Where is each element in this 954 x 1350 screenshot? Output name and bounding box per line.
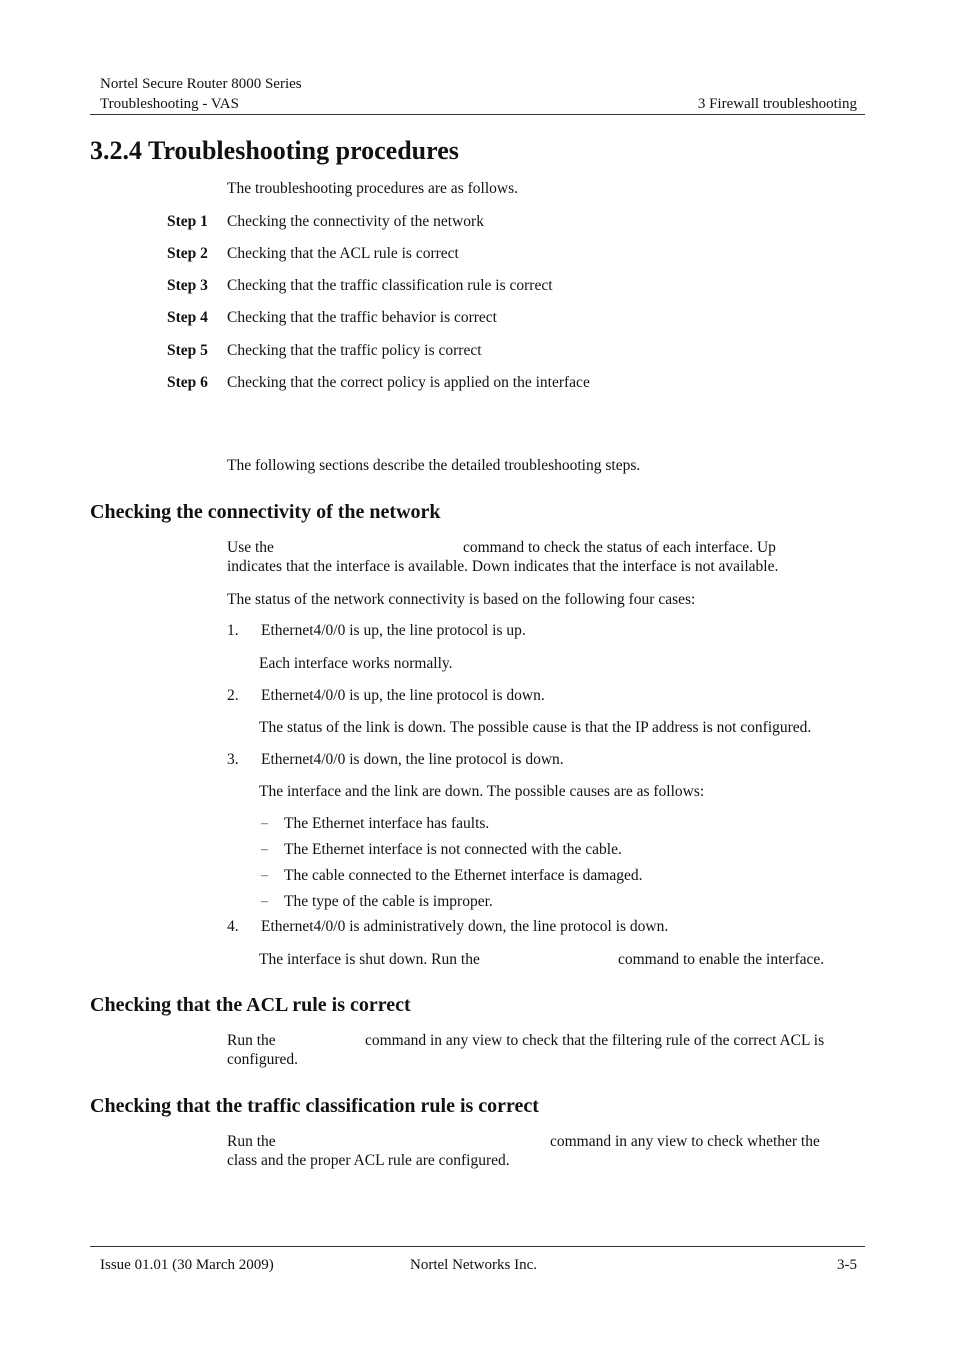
footer-issue: Issue 01.01 (30 March 2009) xyxy=(100,1257,274,1273)
case-detail: The interface is shut down. Run the xyxy=(259,951,480,968)
classification-run-the: Run the xyxy=(227,1133,276,1150)
use-the-text: Use the xyxy=(227,539,274,556)
step-label: Step 4 xyxy=(167,309,208,326)
cause-item: The Ethernet interface is not connected with the cable. xyxy=(284,841,622,858)
status-intro: The status of the network connectivity is based on the following four cases: xyxy=(227,591,696,608)
use-the-line2: indicates that the interface is available. Down indicates that the interface is not available. xyxy=(227,558,779,575)
use-the-rest: command to check the status of each interface. Up xyxy=(463,539,776,556)
acl-run-the: Run the xyxy=(227,1032,276,1049)
subsection-title-classification: Checking that the traffic classification rule is correct xyxy=(90,1095,539,1117)
case-text: Ethernet4/0/0 is up, the line protocol is up. xyxy=(261,622,526,639)
header-chapter: 3 Firewall troubleshooting xyxy=(697,96,857,112)
case-detail: Each interface works normally. xyxy=(259,655,453,672)
case-number: 3. xyxy=(227,751,239,768)
acl-line2: configured. xyxy=(227,1051,299,1068)
footer-rule xyxy=(90,1246,865,1247)
step-label: Step 2 xyxy=(167,245,208,262)
step-label: Step 5 xyxy=(167,342,208,359)
header-rule xyxy=(90,114,865,115)
case-detail: The status of the link is down. The possible cause is that the IP address is not configured. xyxy=(259,719,812,736)
case-text: Ethernet4/0/0 is administratively down, the line protocol is down. xyxy=(261,918,669,935)
step-label: Step 1 xyxy=(167,213,208,230)
acl-rest: command in any view to check that the filtering rule of the correct ACL is xyxy=(365,1032,825,1049)
dash-bullet: – xyxy=(261,816,268,831)
subsection-title-connectivity: Checking the connectivity of the network xyxy=(90,501,441,523)
dash-bullet: – xyxy=(261,894,268,909)
step-label: Step 3 xyxy=(167,277,208,294)
step-text: Checking that the traffic policy is correct xyxy=(227,342,482,359)
case-number: 2. xyxy=(227,687,239,704)
classification-rest: command in any view to check whether the xyxy=(550,1133,820,1150)
step-text: Checking that the traffic behavior is correct xyxy=(227,309,497,326)
intro-text: The troubleshooting procedures are as follows. xyxy=(227,180,518,197)
footer-page-number: 3-5 xyxy=(837,1257,857,1273)
header-product: Nortel Secure Router 8000 Series xyxy=(100,76,302,92)
step-text: Checking that the traffic classification rule is correct xyxy=(227,277,553,294)
case-text: Ethernet4/0/0 is down, the line protocol is down. xyxy=(261,751,564,768)
case-number: 4. xyxy=(227,918,239,935)
case-number: 1. xyxy=(227,622,239,639)
section-title: 3.2.4 Troubleshooting procedures xyxy=(90,136,459,165)
step-text: Checking the connectivity of the network xyxy=(227,213,484,230)
following-text: The following sections describe the detailed troubleshooting steps. xyxy=(227,457,641,474)
cause-item: The type of the cable is improper. xyxy=(284,893,493,910)
step-label: Step 6 xyxy=(167,374,208,391)
cause-item: The cable connected to the Ethernet interface is damaged. xyxy=(284,867,643,884)
footer-company: Nortel Networks Inc. xyxy=(410,1257,538,1273)
cause-item: The Ethernet interface has faults. xyxy=(284,815,490,832)
case-detail-rest: command to enable the interface. xyxy=(618,951,825,968)
classification-line2: class and the proper ACL rule are configured. xyxy=(227,1152,510,1169)
case-detail: The interface and the link are down. The possible causes are as follows: xyxy=(259,783,705,800)
subsection-title-acl: Checking that the ACL rule is correct xyxy=(90,994,411,1016)
header-doc-title: Troubleshooting - VAS xyxy=(100,96,239,112)
step-text: Checking that the correct policy is applied on the interface xyxy=(227,374,590,391)
step-text: Checking that the ACL rule is correct xyxy=(227,245,459,262)
dash-bullet: – xyxy=(261,868,268,883)
case-text: Ethernet4/0/0 is up, the line protocol is down. xyxy=(261,687,545,704)
dash-bullet: – xyxy=(261,842,268,857)
